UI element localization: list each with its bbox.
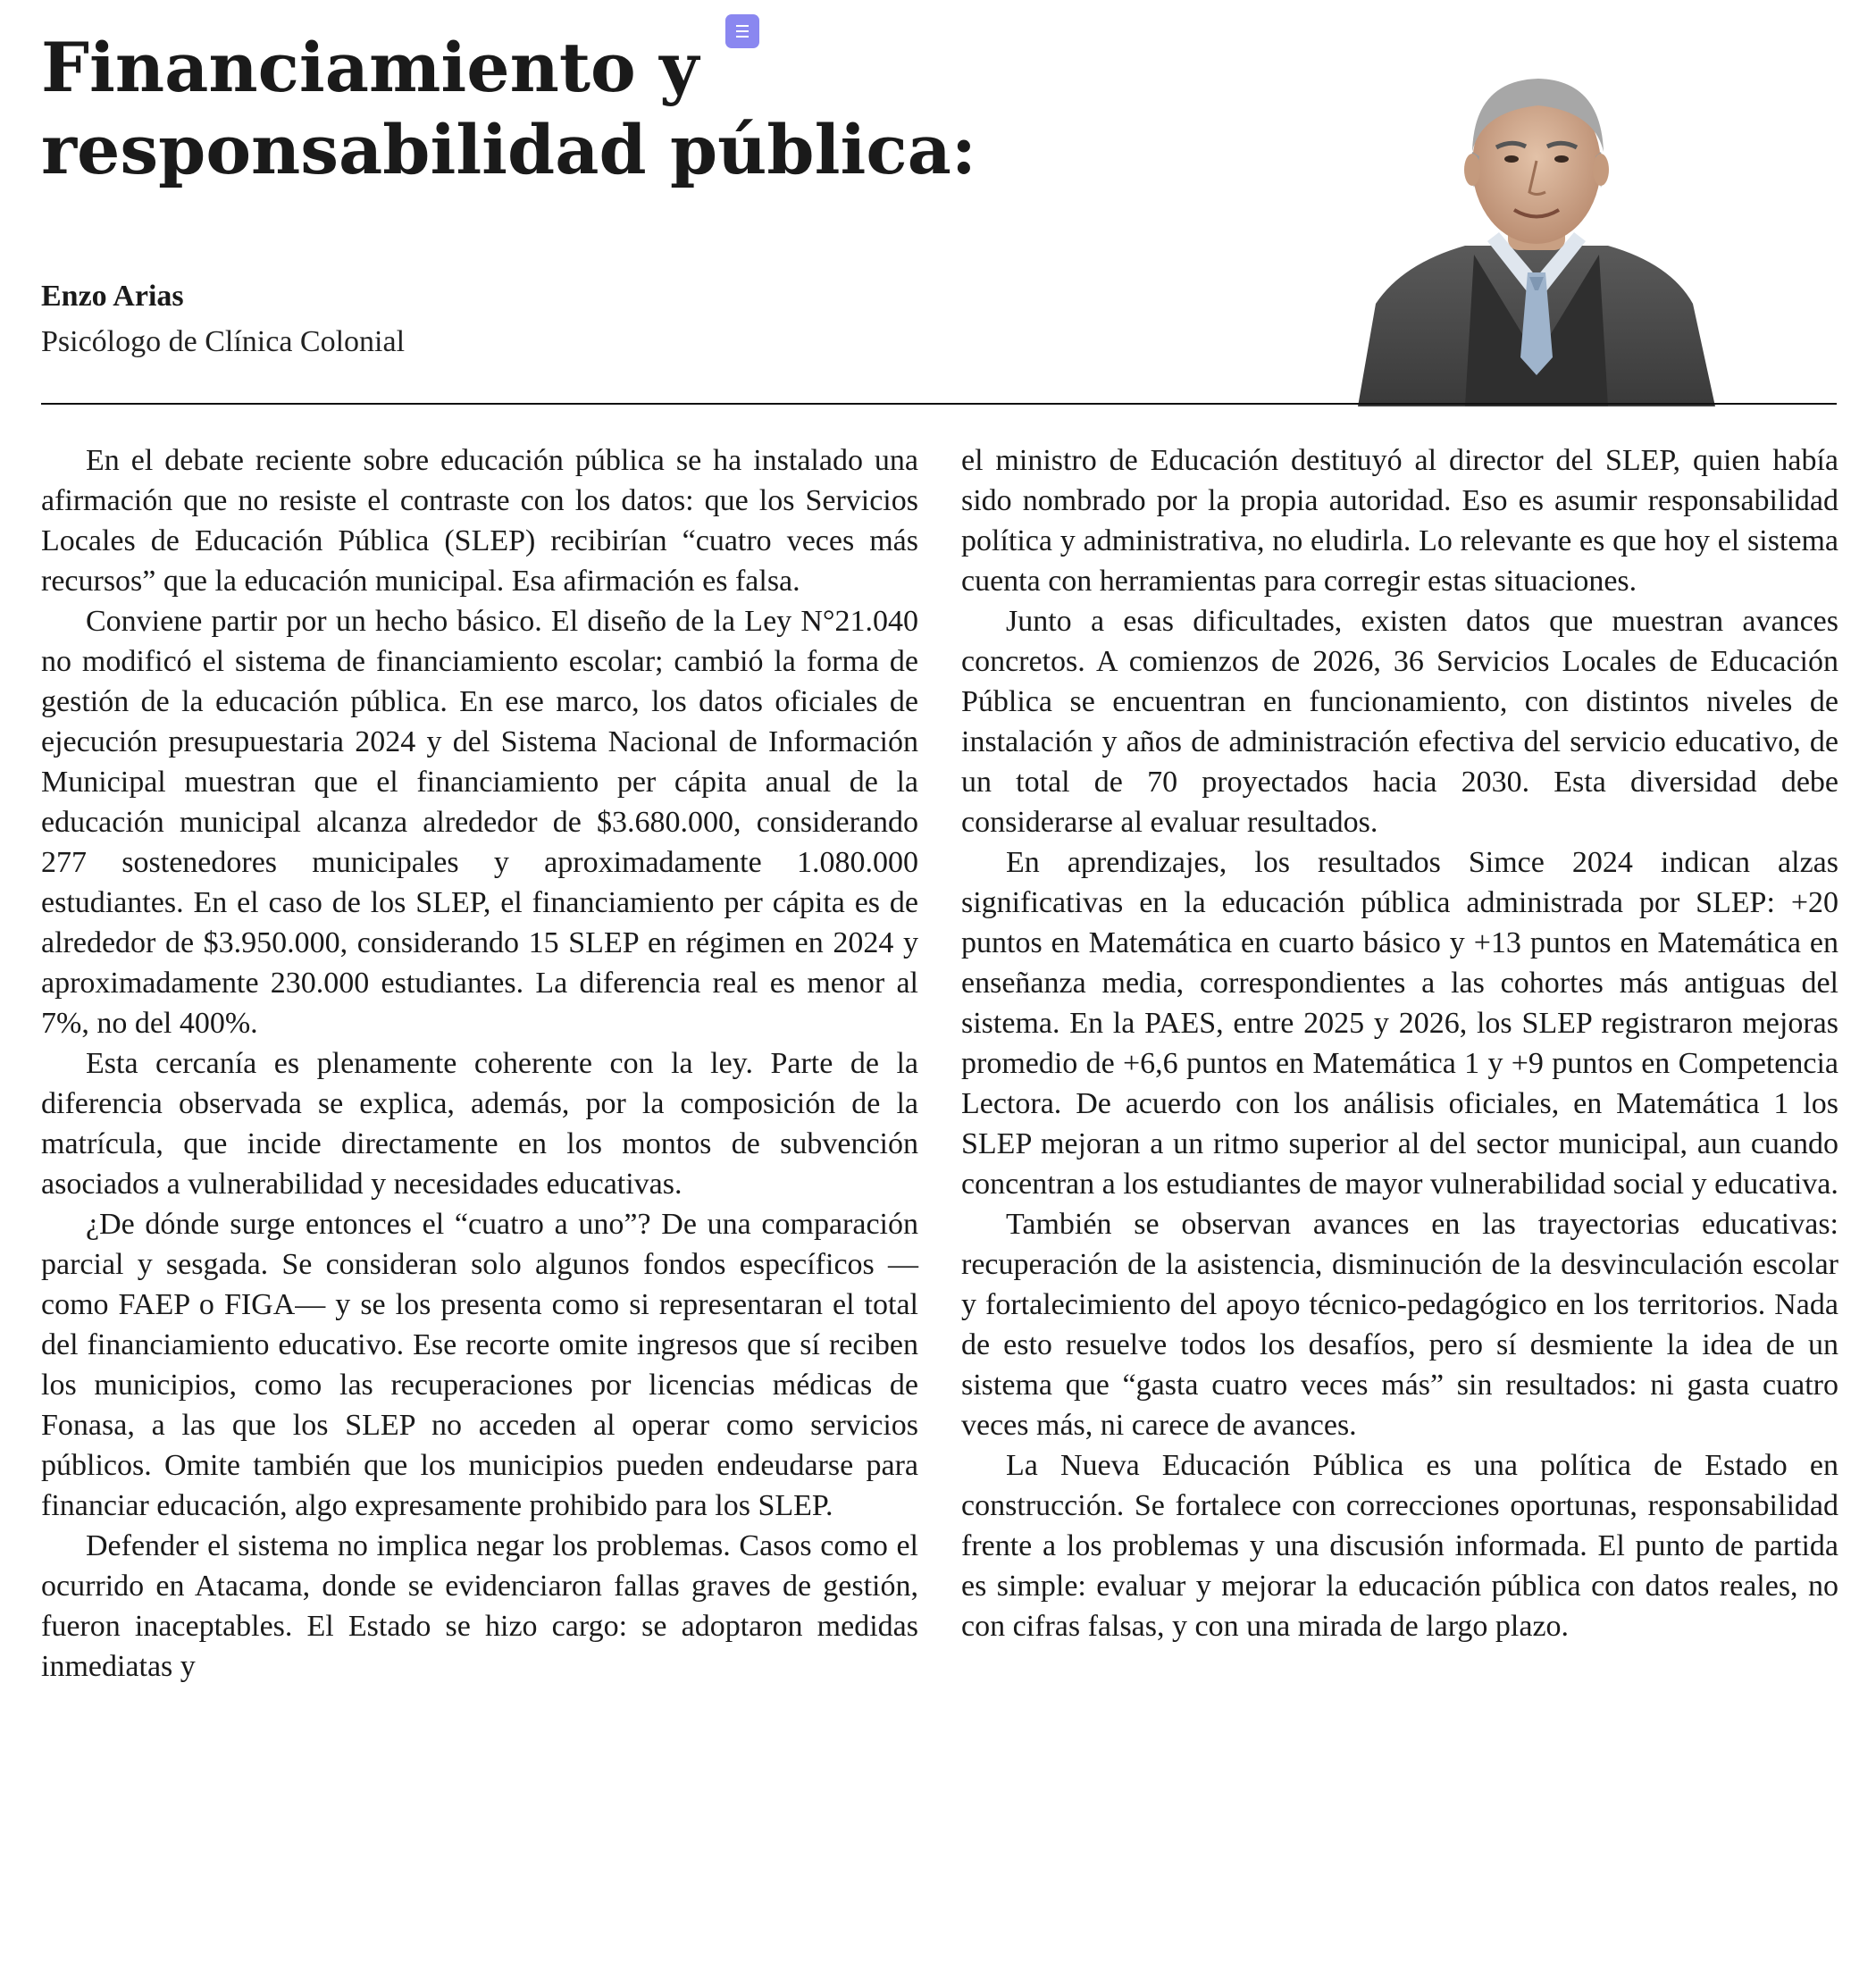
paragraph: También se observan avances en las trayectorias educativas: recuperación de la asistencia, disminución de la desvinculación escolar y fortalecimiento del apoyo técnico-pedagógico en los territorios. Nada de esto resuelve todos los desafíos, pero sí desmiente la idea de un sistema que “gasta cuatro veces más” sin resultados: ni gasta cuatro veces más, ni carece de avances. bbox=[961, 1208, 1838, 1442]
paragraph: La Nueva Educación Pública es una política de Estado en construcción. Se fortalece con correcciones oportunas, responsabilidad frente a los problemas y una discusión informada. El punto de partida es simple: evaluar y mejorar la educación pública con datos reales, no con cifras falsas, y con una mirada de largo plazo. bbox=[961, 1449, 1838, 1643]
article-column-right bbox=[961, 440, 1838, 1646]
paragraph: Conviene partir por un hecho básico. El diseño de la Ley N°21.040 no modificó el sistema de financiamiento escolar; cambió la forma de gestión de la educación pública. En ese marco, los datos oficiales de ejecución presupuestaria 2024 y del Sistema Nacional de Información Municipal muestran que el financiamiento per cápita anual de la educación municipal alcanza alrededor de $3.680.000, considerando 277 sostenedores municipales y aproximadamente 1.080.000 estudiantes. En el caso de los SLEP, el financiamiento per cápita es de alrededor de $3.950.000, considerando 15 SLEP en régimen en 2024 y aproximadamente 230.000 estudiantes. La diferencia real es menor al 7%, no del 400%. bbox=[41, 605, 918, 1040]
paragraph-continuation: el ministro de Educación destituyó al director del SLEP, quien había sido nombrado por la propia autoridad. Eso es asumir responsabilidad política y administrativa, no eludirla. Lo relevante es que hoy el sistema cuenta con herramientas para corregir estas situaciones. bbox=[961, 444, 1838, 598]
paragraph: En aprendizajes, los resultados Simce 2024 indican alzas significativas en la educación pública administrada por SLEP: +20 puntos en Matemática en cuarto básico y +13 puntos en Matemática en enseñanza media, correspondientes a las cohortes más antiguas del sistema. En la PAES, entre 2025 y 2026, los SLEP registraron mejoras promedio de +6,6 puntos en Matemática 1 y +9 puntos en Competencia Lectora. De acuerdo con los análisis oficiales, en Matemática 1 los SLEP mejoran a un ritmo superior al del sector municipal, aun cuando concentran a los estudiantes de mayor vulnerabilidad social y educativa. bbox=[961, 846, 1838, 1201]
header-divider bbox=[41, 403, 1837, 405]
author-photo bbox=[1340, 63, 1733, 406]
paragraph: ¿De dónde surge entonces el “cuatro a uno”? De una comparación parcial y sesgada. Se consideran solo algunos fondos específicos —como FAEP o FIGA— y se los presenta como si representaran el total del financiamiento educativo. Ese recorte omite ingresos que sí reciben los municipios, como las recuperaciones por licencias médicas de Fonasa, a las que los SLEP no acceden al operar como servicios públicos. Omite también que los municipios pueden endeudarse para financiar educación, algo expresamente prohibido para los SLEP. bbox=[41, 1208, 918, 1522]
author-name: Enzo Arias bbox=[41, 280, 184, 313]
article-title: Financiamiento y responsabilidad pública: bbox=[41, 28, 976, 189]
paragraph: Defender el sistema no implica negar los problemas. Casos como el ocurrido en Atacama, donde se evidenciaron fallas graves de gestión, fueron inaceptables. El Estado se hizo cargo: se adoptaron medidas inmediatas y bbox=[41, 1529, 918, 1683]
author-role: Psicólogo de Clínica Colonial bbox=[41, 325, 406, 358]
paragraph: Junto a esas dificultades, existen datos que muestran avances concretos. A comienzos de 2026, 36 Servicios Locales de Educación Pública se encuentran en funcionamiento, con distintos niveles de instalación y años de administración efectiva del servicio educativo, de un total de 70 proyectados hacia 2030. Esta diversidad debe considerarse al evaluar resultados. bbox=[961, 605, 1838, 839]
paragraph: Esta cercanía es plenamente coherente con la ley. Parte de la diferencia observada se explica, además, por la composición de la matrícula, que incide directamente en los montos de subvención asociados a vulnerabilidad y necesidades educativas. bbox=[41, 1047, 918, 1201]
paragraph: En el debate reciente sobre educación pública se ha instalado una afirmación que no resiste el contraste con los datos: que los Servicios Locales de Educación Pública (SLEP) recibirían “cuatro veces más recursos” que la educación municipal. Esa afirmación es falsa. bbox=[41, 444, 918, 598]
article-column-left bbox=[41, 440, 918, 1687]
